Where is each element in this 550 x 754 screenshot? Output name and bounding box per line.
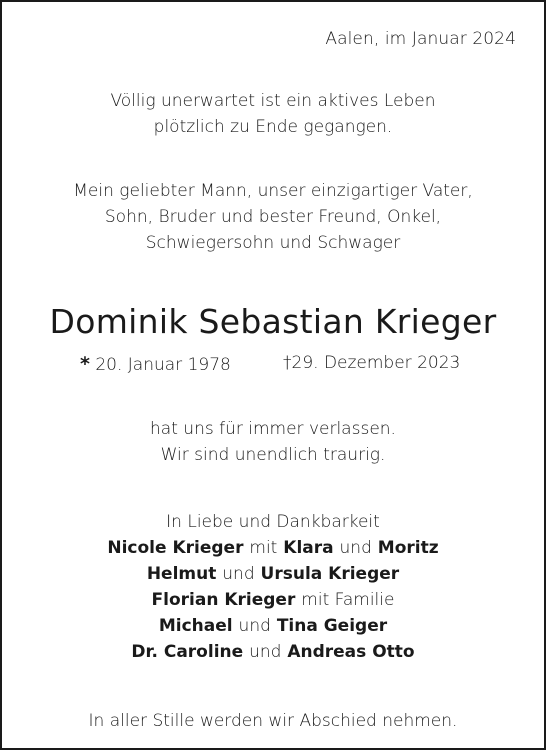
mourner-line xyxy=(2,639,544,665)
final-line: In aller Stille werden wir Abschied nehmen. xyxy=(88,711,458,731)
mourner-name: Ursula Krieger xyxy=(260,564,400,584)
intro-line: plötzlich zu Ende gegangen. xyxy=(153,117,393,137)
birth-date xyxy=(80,353,231,375)
closing-heading-text: In Liebe und Dankbarkeit xyxy=(166,512,380,532)
relation-line: Schwiegersohn und Schwager xyxy=(145,233,401,253)
mourner-conjunction: und xyxy=(339,538,372,558)
death-date-text: 29. Dezember 2023 xyxy=(291,353,461,373)
final-text xyxy=(2,708,544,734)
birth-star-icon: * xyxy=(80,353,90,375)
mourner-name: Nicole Krieger xyxy=(107,538,244,558)
relation-line: Mein geliebter Mann, unser einzigartiger Vater, xyxy=(73,181,473,201)
deceased-name: Dominik Sebastian Krieger xyxy=(49,302,497,341)
mourner-line xyxy=(2,587,544,613)
closing-heading xyxy=(2,509,544,535)
mourner-line xyxy=(2,535,544,561)
death-date xyxy=(283,353,460,373)
mourners-list xyxy=(2,535,544,665)
birth-date-text: 20. Januar 1978 xyxy=(95,355,231,375)
mourner-conjunction: mit xyxy=(249,538,278,558)
mourner-name: Andreas Otto xyxy=(287,642,415,662)
after-line: hat uns für immer verlassen. xyxy=(150,419,396,439)
mourner-line xyxy=(2,613,544,639)
mourner-conjunction: und xyxy=(222,564,255,584)
mourner-name: Michael xyxy=(158,616,233,636)
mourner-name: Dr. Caroline xyxy=(131,642,244,662)
mourner-name: Moritz xyxy=(377,538,439,558)
after-text xyxy=(2,416,544,468)
mourner-name: Klara xyxy=(283,538,334,558)
intro-line: Völlig unerwartet ist ein aktives Leben xyxy=(110,91,436,111)
place-date: Aalen, im Januar 2024 xyxy=(325,29,516,49)
mourner-name: Florian Krieger xyxy=(151,590,296,610)
mourner-name: Tina Geiger xyxy=(276,616,388,636)
intro-text xyxy=(2,88,544,140)
relation-line: Sohn, Bruder und bester Freund, Onkel, xyxy=(104,207,442,227)
mourner-conjunction: mit Familie xyxy=(301,590,395,610)
mourner-conjunction: und xyxy=(249,642,282,662)
after-line: Wir sind unendlich traurig. xyxy=(160,445,386,465)
mourner-name: Helmut xyxy=(146,564,217,584)
mourner-line xyxy=(2,561,544,587)
relation-text xyxy=(2,178,544,256)
death-cross-icon: † xyxy=(283,353,292,373)
mourner-conjunction: und xyxy=(238,616,271,636)
